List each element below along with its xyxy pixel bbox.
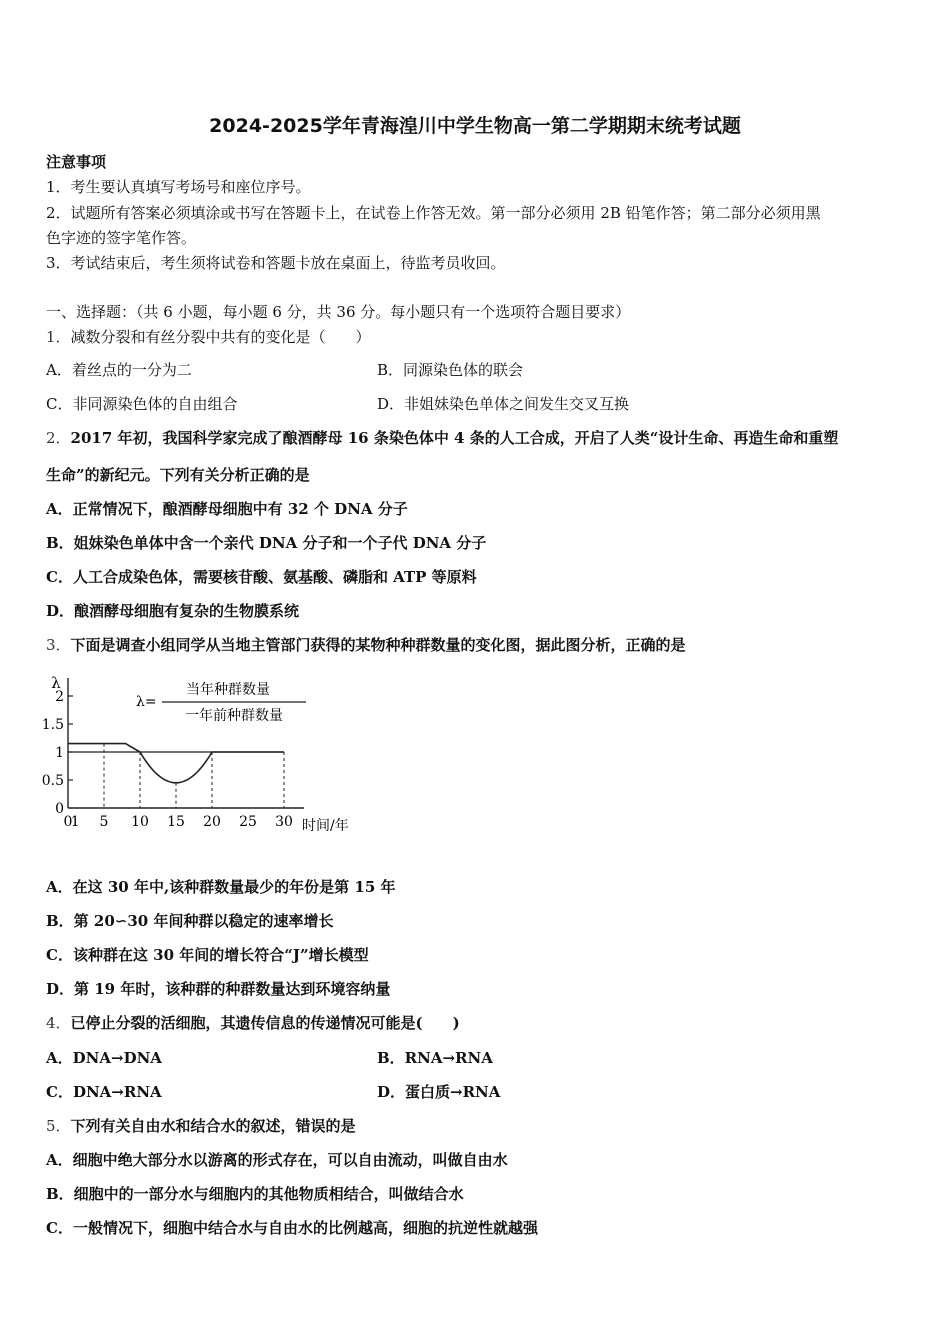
q2-option-c: C．人工合成染色体，需要核苷酸、氨基酸、磷脂和 ATP 等原料 [46,568,477,586]
x-tick-label: 20 [203,814,221,830]
x-tick-label: 5 [99,814,109,830]
q2-option-b: B．姐妹染色单体中含一个亲代 DNA 分子和一个子代 DNA 分子 [46,534,487,552]
q4-option-a: A．DNA→DNA [46,1049,162,1067]
x-axis-label: 时间/年 [302,818,349,834]
y-tick-label: 0 [55,801,64,817]
q3-option-a: A．在这 30 年中,该种群数量最少的年份是第 15 年 [46,878,396,896]
formula-lhs: λ= [136,694,157,710]
q1-option-d: D．非姐妹染色单体之间发生交叉互换 [377,395,630,413]
question-number: 3． [46,636,71,654]
x-tick-label: 25 [239,814,257,830]
question-number: 4． [46,1014,71,1032]
formula-denominator: 一年前种群数量 [185,708,283,724]
q1-option-b: B．同源染色体的联会 [377,361,524,379]
question-text: 减数分裂和有丝分裂中共有的变化是（ ） [70,328,371,346]
q4-option-b: B．RNA→RNA [377,1049,493,1067]
y-tick-label: 0.5 [41,773,64,789]
question-number: 2． [46,429,71,447]
q3-option-c: C．该种群在这 30 年间的增长符合“J”增长模型 [46,946,369,964]
question-number: 5． [46,1117,71,1135]
question-text: 下列有关自由水和结合水的叙述，错误的是 [70,1117,356,1135]
notice-item: 1．考生要认真填写考场号和座位序号。 [46,178,311,196]
page-title: 2024-2025学年青海湟川中学生物高一第二学期期末统考试题 [209,115,741,137]
x-tick-label: 0 [63,814,73,830]
q3-option-b: B．第 20∽30 年间种群以稳定的速率增长 [46,912,334,930]
x-tick-label: 15 [167,814,185,830]
question-text: 已停止分裂的活细胞，其遗传信息的传递情况可能是( ) [70,1014,460,1032]
question-3-stem [46,635,686,655]
section-heading: 一、选择题：（共 6 小题，每小题 6 分，共 36 分。每小题只有一个选项符合题目要求） [46,303,631,321]
q4-option-d: D．蛋白质→RNA [377,1083,501,1101]
q2-option-d: D．酿酒酵母细胞有复杂的生物膜系统 [46,602,300,620]
notice-item: 2．试题所有答案必须填涂或书写在答题卡上，在试卷上作答无效。第一部分必须用 2B 铅笔作答；第二部分必须用黑 [46,204,821,222]
x-tick-label: 1 [70,814,80,830]
y-tick-label: 2 [55,689,64,705]
q2-option-a: A．正常情况下，酿酒酵母细胞中有 32 个 DNA 分子 [46,500,408,518]
lambda-series-line [68,744,284,783]
question-2-stem [46,428,838,448]
question-1-stem [46,327,371,347]
question-5-stem [46,1116,356,1136]
q5-option-b: B．细胞中的一部分水与细胞内的其他物质相结合，叫做结合水 [46,1185,464,1203]
y-tick-label: 1 [55,745,64,761]
formula-numerator: 当年种群数量 [186,682,270,698]
question-text: 下面是调查小组同学从当地主管部门获得的某物种种群数量的变化图，据此图分析，正确的是 [70,636,686,654]
question-4-stem [46,1013,460,1033]
lambda-chart [41,668,349,840]
q4-option-c: C．DNA→RNA [46,1083,162,1101]
y-axis-label: λ [51,674,61,692]
x-tick-label: 30 [275,814,293,830]
notice-item: 色字迹的签字笔作答。 [46,229,197,247]
x-tick-label: 10 [131,814,149,830]
q1-option-a: A．着丝点的一分为二 [46,361,192,379]
question-text: 2017 年初，我国科学家完成了酿酒酵母 16 条染色体中 4 条的人工合成，开启了人类“设计生命、再造生命和重塑 [70,429,839,447]
q3-option-d: D．第 19 年时，该种群的种群数量达到环境容纳量 [46,980,391,998]
y-tick-label: 1.5 [41,717,64,733]
q5-option-c: C．一般情况下，细胞中结合水与自由水的比例越高，细胞的抗逆性就越强 [46,1219,538,1237]
notice-heading: 注意事项 [46,153,107,171]
question-number: 1． [46,328,71,346]
q5-option-a: A．细胞中绝大部分水以游离的形式存在，可以自由流动，叫做自由水 [46,1151,508,1169]
q1-option-c: C．非同源染色体的自由组合 [46,395,238,413]
question-2-stem-cont: 生命”的新纪元。下列有关分析正确的是 [46,466,310,484]
notice-item: 3．考试结束后，考生须将试卷和答题卡放在桌面上，待监考员收回。 [46,254,506,272]
